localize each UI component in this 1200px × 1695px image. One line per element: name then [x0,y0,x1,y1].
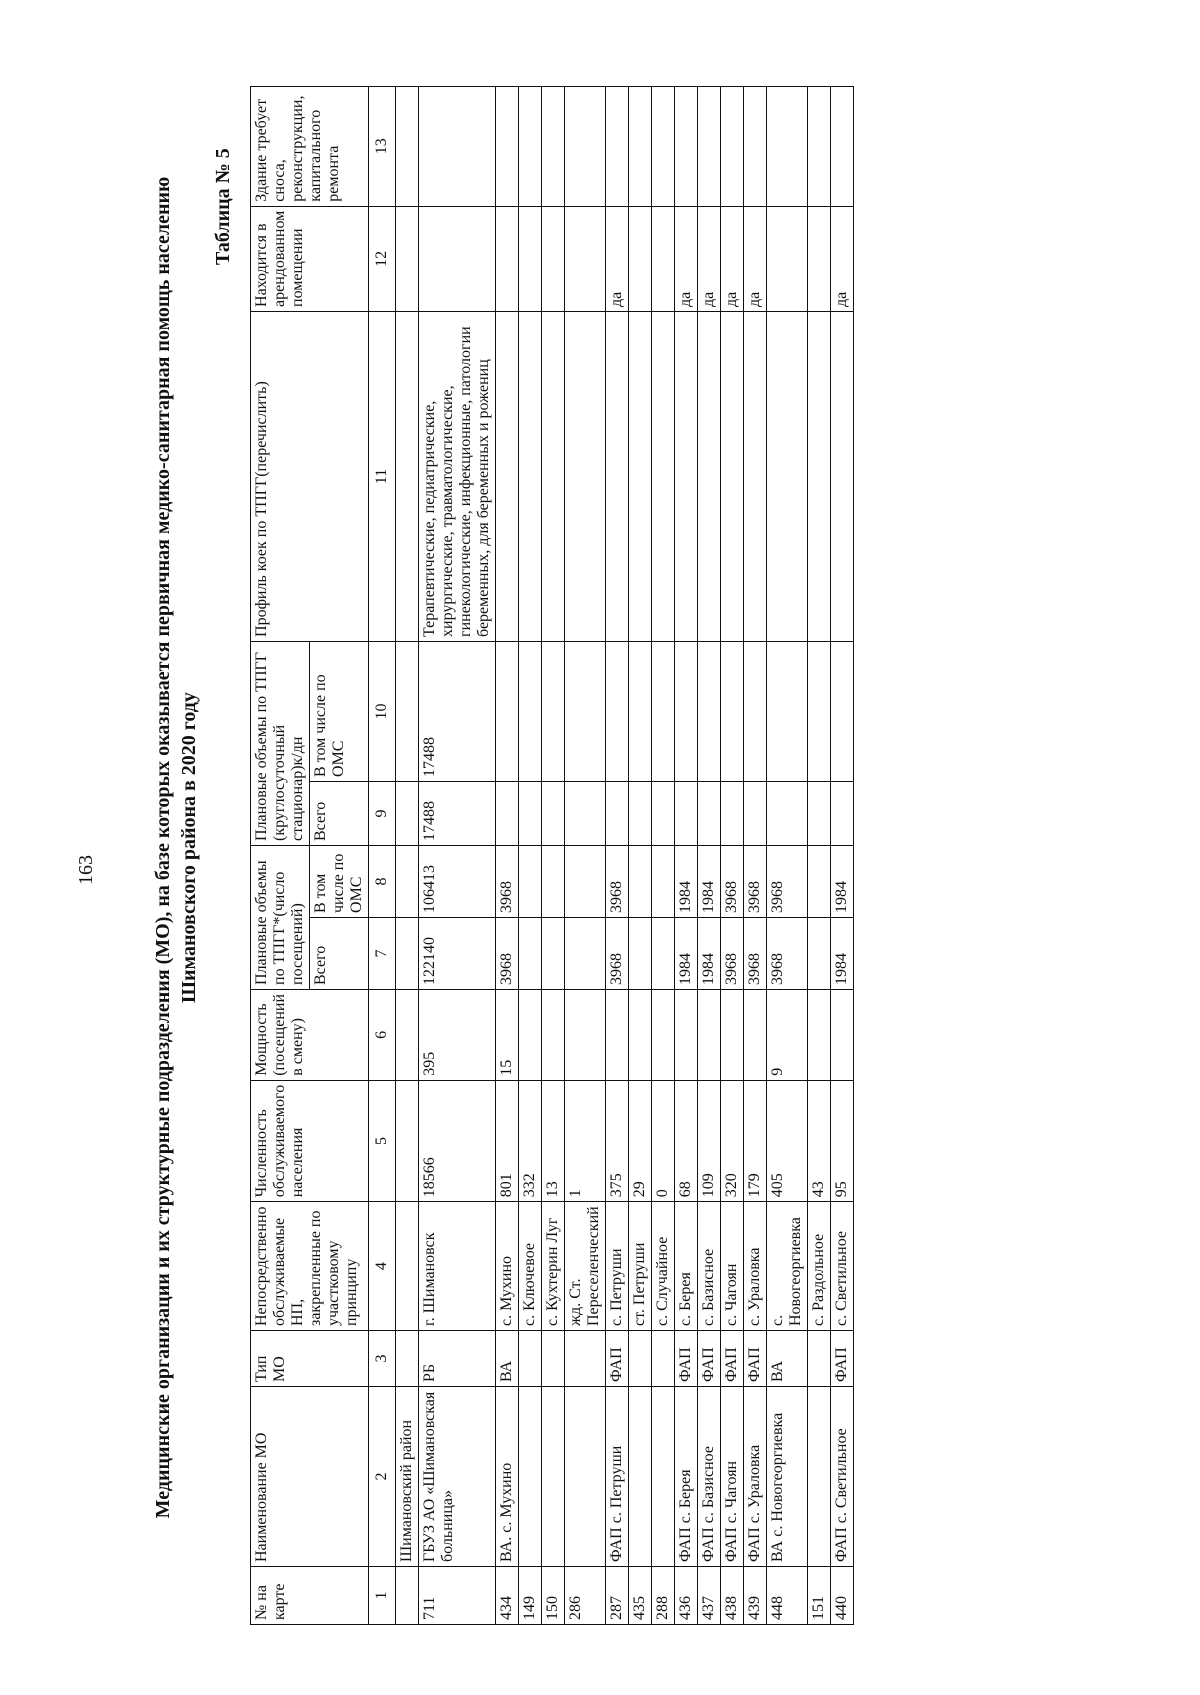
header-visits-total: Всего [310,917,369,989]
table-cell: Терапевтические, педиатрические, хирургические, травматологические, гинекологические, инфекционные, патологии беременных, для беременных и рожениц [419,311,496,641]
table-row [698,86,721,1624]
table-cell: 801 [496,1080,519,1201]
table-cell: ВА. с. Мухино [496,1387,519,1567]
table-cell: 68 [675,1080,698,1201]
table-row [396,86,419,1624]
table-cell: ФАП [744,1331,767,1387]
table-cell [542,86,565,206]
table-cell [629,1387,652,1567]
table-cell: 3968 [767,917,808,989]
table-cell [419,86,496,206]
table-cell: 1984 [698,845,721,917]
table-cell: 13 [542,1080,565,1201]
table-cell [396,86,419,206]
table-cell: ФАП с. Берея [675,1387,698,1567]
table-cell: ГБУЗ АО «Шимановская больница» [419,1387,496,1567]
table-cell: с. Базисное [698,1202,721,1331]
table-cell: с. Раздольное [808,1202,831,1331]
table-cell [652,641,675,781]
table-row [767,86,808,1624]
table-cell: 3968 [496,917,519,989]
header-map-number: № на карте [251,1567,369,1625]
table-cell [767,781,808,845]
table-cell [629,1331,652,1387]
table-cell [675,989,698,1080]
table-cell [565,311,606,641]
column-number: 9 [369,781,396,845]
page-number: 163 [75,855,97,885]
header-bed-days-group: Плановые объемы по ТПГГ (круглосуточный стационар)к/дн [251,641,310,845]
table-cell: с. Петруши [606,1202,629,1331]
table-cell [565,641,606,781]
table-cell [396,1567,419,1625]
table-cell: да [744,206,767,311]
table-cell [519,845,542,917]
table-cell [565,1387,606,1567]
table-cell [606,989,629,1080]
table-cell: с. Новогеоргиевка [767,1202,808,1331]
table-cell [652,917,675,989]
table-cell: 437 [698,1567,721,1625]
table-cell [744,641,767,781]
table-cell [565,989,606,1080]
table-cell: ФАП с. Петруши [606,1387,629,1567]
table-cell: да [721,206,744,311]
header-bed-profile: Профиль коек по ТПГГ(перечислить) [251,311,369,641]
table-cell [519,641,542,781]
table-cell [721,989,744,1080]
header-bed-days-total: Всего [310,781,369,845]
table-cell: 1 [565,1080,606,1201]
column-number: 4 [369,1202,396,1331]
table-cell: 439 [744,1567,767,1625]
table-cell [519,86,542,206]
table-row [744,86,767,1624]
column-number: 2 [369,1387,396,1567]
table-cell [396,1080,419,1201]
table-cell [831,311,854,641]
table-cell: ФАП с. Чагоян [721,1387,744,1567]
table-cell [519,781,542,845]
table-cell [396,781,419,845]
table-cell: 151 [808,1567,831,1625]
table-row [519,86,542,1624]
table-cell: ФАП с. Ураловка [744,1387,767,1567]
table-cell: 17488 [419,781,496,845]
table-cell: 149 [519,1567,542,1625]
table-cell [808,86,831,206]
table-cell: ФАП с. Светильное [831,1387,854,1567]
table-cell [629,641,652,781]
table-cell: 287 [606,1567,629,1625]
table-cell [396,1331,419,1387]
table-row [542,86,565,1624]
column-number: 3 [369,1331,396,1387]
table-row [831,86,854,1624]
table-cell: 29 [629,1080,652,1201]
table-cell [808,641,831,781]
table-cell [606,641,629,781]
table-container [250,86,854,1625]
table-cell [496,641,519,781]
table-cell: 3968 [744,845,767,917]
table-cell [629,311,652,641]
table-cell [767,641,808,781]
table-cell [652,845,675,917]
table-cell [496,86,519,206]
table-cell: 1984 [675,845,698,917]
table-cell: ФАП [698,1331,721,1387]
table-cell [565,781,606,845]
table-cell [831,86,854,206]
table-cell [698,311,721,641]
table-body [396,86,854,1624]
table-cell: 286 [565,1567,606,1625]
table-cell: 3968 [744,917,767,989]
table-cell [519,206,542,311]
table-cell [721,311,744,641]
table-cell: 18566 [419,1080,496,1201]
table-cell [606,781,629,845]
table-cell: с. Ураловка [744,1202,767,1331]
table-cell: жд. Ст. Переселенческий [565,1202,606,1331]
table-cell [652,86,675,206]
table-cell [396,311,419,641]
table-cell [721,781,744,845]
table-cell [565,845,606,917]
table-cell: 95 [831,1080,854,1201]
table-row [496,86,519,1624]
table-cell: да [831,206,854,311]
table-cell [519,917,542,989]
table-cell [565,206,606,311]
medical-organizations-table [250,86,854,1625]
table-cell [831,989,854,1080]
table-cell: 0 [652,1080,675,1201]
table-cell [542,206,565,311]
table-cell: да [606,206,629,311]
table-cell [519,1387,542,1567]
table-cell [675,641,698,781]
table-cell: 106413 [419,845,496,917]
table-row [652,86,675,1624]
table-cell: РБ [419,1331,496,1387]
table-cell [629,781,652,845]
table-cell: с. Случайное [652,1202,675,1331]
column-number: 11 [369,311,396,641]
table-cell: с. Чагоян [721,1202,744,1331]
table-cell: с. Берея [675,1202,698,1331]
table-cell: 320 [721,1080,744,1201]
table-cell: 288 [652,1567,675,1625]
table-cell [565,917,606,989]
table-cell [565,86,606,206]
table-cell [721,641,744,781]
column-number: 12 [369,206,396,311]
table-cell: 395 [419,989,496,1080]
table-cell [629,845,652,917]
table-cell [675,86,698,206]
table-cell: 122140 [419,917,496,989]
table-cell [767,86,808,206]
table-cell [606,86,629,206]
table-cell [767,311,808,641]
table-cell [652,1387,675,1567]
column-number: 1 [369,1567,396,1625]
table-cell [652,1331,675,1387]
header-mo-name: Наименование МО [251,1387,369,1567]
table-cell [542,1331,565,1387]
table-cell [808,917,831,989]
table-row [419,86,496,1624]
table-cell [542,781,565,845]
table-header [251,86,396,1624]
table-cell [496,781,519,845]
table-cell: 3968 [606,917,629,989]
table-cell: 1984 [831,917,854,989]
table-cell: ФАП [721,1331,744,1387]
table-cell [542,311,565,641]
table-cell: с. Светильное [831,1202,854,1331]
table-cell [698,989,721,1080]
table-cell: с. Ключевое [519,1202,542,1331]
table-cell [675,311,698,641]
column-number: 13 [369,86,396,206]
table-cell: 43 [808,1080,831,1201]
column-number-row [369,86,396,1624]
table-row [808,86,831,1624]
table-cell: 179 [744,1080,767,1201]
table-cell: 17488 [419,641,496,781]
table-cell: ФАП с. Базисное [698,1387,721,1567]
table-cell: ВА [767,1331,808,1387]
table-cell [721,86,744,206]
table-cell: 3968 [721,917,744,989]
table-cell: ФАП [831,1331,854,1387]
table-cell: с. Кухтерин Луг [542,1202,565,1331]
table-row [721,86,744,1624]
table-cell [808,989,831,1080]
table-cell [542,1387,565,1567]
table-cell [808,206,831,311]
table-cell [396,917,419,989]
table-cell: 150 [542,1567,565,1625]
table-cell: 9 [767,989,808,1080]
table-cell [519,989,542,1080]
table-cell [744,311,767,641]
column-number: 5 [369,1080,396,1201]
table-row [565,86,606,1624]
table-cell: ВА [496,1331,519,1387]
table-cell [675,781,698,845]
table-cell [744,781,767,845]
table-cell [496,206,519,311]
table-cell [542,641,565,781]
table-cell [396,989,419,1080]
table-cell [808,1387,831,1567]
table-cell: ВА с. Новогеоргиевка [767,1387,808,1567]
table-cell [542,917,565,989]
table-cell [652,206,675,311]
table-cell [808,1331,831,1387]
table-cell: ст. Петруши [629,1202,652,1331]
table-cell [698,641,721,781]
table-cell: 332 [519,1080,542,1201]
table-cell: 1984 [831,845,854,917]
document-title: Медицинские организации и их структурные подразделения (МО), на базе которых оказывается первичная медико-санитарная помощь населению [152,176,174,1519]
table-cell: ФАП [606,1331,629,1387]
header-visits-group: Плановые объемы по ТПГГ*(число посещений) [251,845,310,989]
table-cell: 436 [675,1567,698,1625]
table-cell [496,311,519,641]
table-cell [396,641,419,781]
table-cell [698,781,721,845]
table-cell: 711 [419,1567,496,1625]
table-cell [606,311,629,641]
column-number: 10 [369,641,396,781]
table-cell [652,989,675,1080]
table-cell: 3968 [496,845,519,917]
table-cell: 375 [606,1080,629,1201]
table-cell: г. Шимановск [419,1202,496,1331]
table-cell: ФАП [675,1331,698,1387]
header-visits-oms: В том числе по ОМС [310,845,369,917]
document-subtitle: Шимановского района в 2020 году [178,692,200,1003]
table-cell: 3968 [721,845,744,917]
table-cell: с. Мухино [496,1202,519,1331]
table-cell: 3968 [767,845,808,917]
table-cell [396,1202,419,1331]
header-rented: Находится в арендованном помещении [251,206,369,311]
header-bed-days-oms: В том числе по ОМС [310,641,369,781]
table-cell: 405 [767,1080,808,1201]
header-repair: Здание требует сноса, реконструкции, капитального ремонта [251,86,369,206]
table-cell [629,989,652,1080]
table-cell [565,1331,606,1387]
table-cell: 15 [496,989,519,1080]
table-cell: 434 [496,1567,519,1625]
table-row [675,86,698,1624]
table-cell: 1984 [675,917,698,989]
table-cell [419,206,496,311]
table-cell [744,86,767,206]
table-cell [652,311,675,641]
table-cell [629,86,652,206]
table-cell [396,845,419,917]
table-cell: да [675,206,698,311]
table-cell: 438 [721,1567,744,1625]
table-cell: Шимановский район [396,1387,419,1567]
table-cell [542,989,565,1080]
table-cell [698,86,721,206]
table-cell: 435 [629,1567,652,1625]
table-cell: 440 [831,1567,854,1625]
table-cell [519,1331,542,1387]
table-cell [808,781,831,845]
table-cell [542,845,565,917]
table-cell [629,206,652,311]
column-number: 6 [369,989,396,1080]
table-cell: да [698,206,721,311]
table-cell: 109 [698,1080,721,1201]
table-cell: 3968 [606,845,629,917]
column-number: 8 [369,845,396,917]
header-capacity: Мощность (посещений в смену) [251,989,369,1080]
table-cell [767,206,808,311]
table-label: Таблица № 5 [212,148,234,265]
table-cell [629,917,652,989]
table-cell [396,206,419,311]
table-cell: 1984 [698,917,721,989]
table-row [629,86,652,1624]
table-cell: 448 [767,1567,808,1625]
table-cell [808,845,831,917]
header-population: Численность обслуживаемого населения [251,1080,369,1201]
table-cell [808,311,831,641]
table-cell [831,781,854,845]
table-row [606,86,629,1624]
column-number: 7 [369,917,396,989]
table-cell [831,641,854,781]
table-cell [519,311,542,641]
table-cell [652,781,675,845]
table-cell [744,989,767,1080]
header-mo-type: Тип МО [251,1331,369,1387]
header-settlements: Непосредственно обслуживаемые НП, закрепленные по участковому принципу [251,1202,369,1331]
